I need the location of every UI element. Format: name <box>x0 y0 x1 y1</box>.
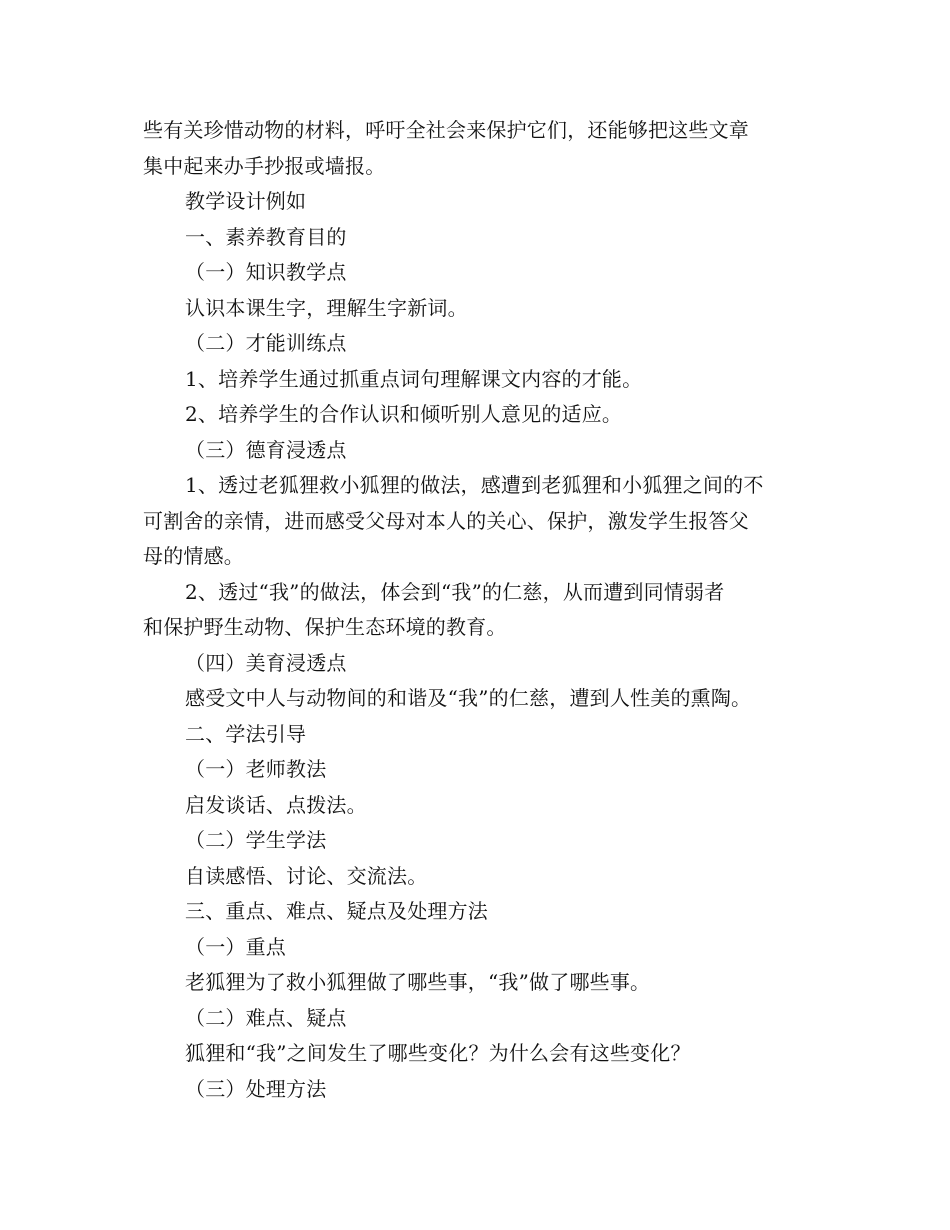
list-item: 2、透过“我”的做法，体会到“我”的仁慈，从而遭到同情弱者 <box>185 579 725 604</box>
text-line: 自读感悟、讨论、交流法。 <box>185 863 428 888</box>
subsection-heading: （二）才能训练点 <box>185 331 347 355</box>
subsection-heading: （三）德育浸透点 <box>185 437 347 462</box>
subsection-heading: （二）难点、疑点 <box>185 1005 347 1030</box>
text-line: 认识本课生字，理解生字新词。 <box>185 295 468 320</box>
subsection-heading: （三）处理方法 <box>185 1076 327 1101</box>
list-item: 1、培养学生通过抓重点词句理解课文内容的才能。 <box>185 366 643 391</box>
text-line: 教学设计例如 <box>185 189 307 213</box>
subsection-heading: （二）学生学法 <box>185 828 327 852</box>
text-line: 集中起来办手抄报或墙报。 <box>143 153 386 178</box>
subsection-heading: （一）老师教法 <box>185 757 327 781</box>
text-line: 些有关珍惜动物的材料，呼吁全社会来保护它们，还能够把这些文章 <box>143 118 749 142</box>
subsection-heading: （一）知识教学点 <box>185 260 347 284</box>
subsection-heading: （四）美育浸透点 <box>185 650 347 675</box>
section-heading: 二、学法引导 <box>185 721 307 746</box>
text-line: 狐狸和“我”之间发生了哪些变化？为什么会有这些变化？ <box>185 1041 691 1065</box>
text-line: 和保护野生动物、保护生态环境的教育。 <box>143 615 507 639</box>
text-line: 启发谈话、点拨法。 <box>185 792 367 817</box>
document-body <box>143 113 809 1107</box>
text-line: 老狐狸为了救小狐狸做了哪些事，“我”做了哪些事。 <box>185 970 651 994</box>
section-heading: 三、重点、难点、疑点及处理方法 <box>185 899 488 923</box>
section-heading: 一、素养教育目的 <box>185 224 347 249</box>
text-line: 母的情感。 <box>143 544 244 568</box>
subsection-heading: （一）重点 <box>185 934 286 959</box>
text-line: 感受文中人与动物间的和谐及“我”的仁慈，遭到人性美的熏陶。 <box>185 686 752 710</box>
text-line: 可割舍的亲情，进而感受父母对本人的关心、保护，激发学生报答父 <box>143 508 749 533</box>
list-item: 1、透过老狐狸救小狐狸的做法，感遭到老狐狸和小狐狸之间的不 <box>185 473 764 497</box>
list-item: 2、培养学生的合作认识和倾听别人意见的适应。 <box>185 402 623 426</box>
